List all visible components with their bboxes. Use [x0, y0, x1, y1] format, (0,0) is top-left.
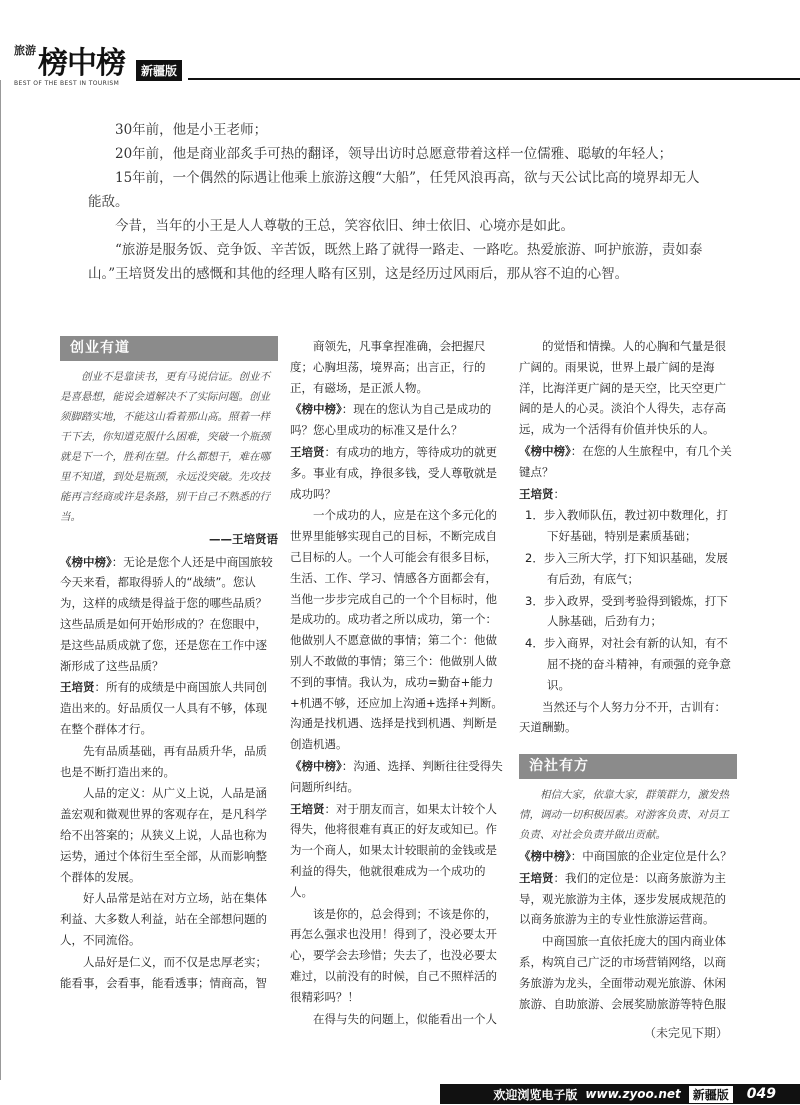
- paragraph-text: ：我们的定位是：以商务旅游为主导，观光旅游为主体，逐步发展成规范的以商务旅游为主的专业性旅游运营商。: [519, 870, 726, 927]
- section-heading: 治社有方: [519, 754, 737, 779]
- qa-paragraph: [519, 868, 737, 930]
- column-2: [290, 336, 508, 1030]
- paragraph-text: 人品好是仁义，而不仅是忠厚老实；能看事，会看事，能看透事；情商高，智: [60, 954, 267, 990]
- paragraph: [290, 505, 508, 755]
- speaker-label: 王培贤: [519, 870, 554, 885]
- qa-paragraph: [290, 756, 508, 798]
- column-1-body: [60, 552, 278, 994]
- paragraph-text: 好人品常是站在对方立场，站在集体利益、大多数人利益，站在全部想问题的人，不同流俗。: [60, 891, 267, 947]
- paragraph-text: ：现在的您认为自己是成功的吗？您心里成功的标准又是什么？: [290, 402, 492, 438]
- magazine-side-label: 旅游: [14, 44, 36, 57]
- paragraph: [290, 904, 508, 1008]
- paragraph: [60, 783, 278, 887]
- qa-paragraph: [60, 677, 278, 739]
- qa-paragraph: [290, 799, 508, 903]
- speaker-label: 王培贤: [60, 680, 95, 695]
- header-rule: [188, 78, 800, 80]
- milestone-list: [519, 505, 737, 695]
- column-1: [60, 336, 278, 994]
- footer-text: 欢迎浏览电子版: [493, 1087, 578, 1102]
- footer-edition-badge: 新疆版: [689, 1086, 733, 1103]
- column-3-body-top: [519, 336, 737, 504]
- list-item: 4．步入商界，对社会有新的认知，有不屈不挠的奋斗精神，有顽强的竞争意识。: [525, 636, 731, 692]
- paragraph: [519, 336, 737, 440]
- intro-paragraph: “旅游是服务饭、竞争饭、辛苦饭，既然上路了就得一路走、一路吃。热爱旅游、呵护旅游，责如泰山。”王培贤发出的感慨和其他的经理人略有区别，这是经历过风雨后，那从容不迫的心智。: [88, 242, 703, 282]
- paragraph-text: 人品的定义：从广义上说，人品是涵盖宏观和微观世界的客观存在，是凡科学给不出答案的；从狭义上说，人品也称为运势，通过个体衍生至全部，从而影响整个群体的发展。: [60, 786, 267, 884]
- qa-paragraph: [519, 484, 737, 505]
- article-intro: [88, 118, 708, 286]
- qa-paragraph: [290, 399, 508, 441]
- intro-paragraph: 今昔，当年的小王是人人尊敬的王总，笑容依旧、绅士依旧、心境亦是如此。: [115, 218, 574, 234]
- edition-badge: 新疆版: [136, 60, 182, 81]
- paragraph: [60, 741, 278, 783]
- magazine-subtitle: BEST OF THE BEST IN TOURISM: [14, 80, 120, 87]
- paragraph-text: 该是你的，总会得到；不该是你的，再怎么强求也没用！得到了，没必要太开心，要学会去珍惜；失去了，也没必要太难过，以前没有的时候，自己不照样活的很精彩吗？！: [290, 906, 497, 1004]
- section-motto: 创业不是靠读书，更有马说信证。创业不是喜悬想，能说会道解决不了实际问题。创业须脚踏实地，不能这山看着那山高。照着一样干下去，你知道克服什么困难，突破一个瓶颈就是下一个，胜利在望。什么都想干，难在哪里不知道，到处是瓶颈，永远没突破。先攻技能再言经商或许是条路，别干自己不熟悉的行当。: [60, 370, 270, 523]
- list-item: 3．步入政界，受到考验得到锻炼，打下人脉基础，后劲有力；: [525, 593, 728, 629]
- column-3-body-bottom: [519, 846, 737, 1014]
- paragraph: [60, 952, 278, 994]
- speaker-label: 《榜中榜》: [290, 758, 342, 773]
- paragraph-text: 一个成功的人，应是在这个多元化的世界里能够实现自己的目标，不断完成自己目标的人。一个人可能会有很多目标，生活、工作、学习、情感各方面都会有，当他一步步完成自己的一个个目标时，他是成功的。成功者之所以成功，第一个：他做别人不愿意做的事情；第二个：他做别人不敢做的事情；第三个：他做别人做不到的事情。我认为，成功=勤奋+能力+机遇不够，还应加上沟通+选择+判断。沟通是找机遇、选择是找到机遇、判断是创造机遇。: [290, 508, 503, 752]
- paragraph: [290, 336, 508, 398]
- paragraph: [60, 888, 278, 950]
- paragraph-text: 商领先，凡事拿捏准确，会把握尺度；心胸坦荡，境界高；出言正，行的正，有磁场，是正派人物。: [290, 339, 486, 395]
- speaker-label: 《榜中榜》: [290, 402, 342, 417]
- speaker-label: 《榜中榜》: [519, 443, 571, 458]
- paragraph-text: ：无论是您个人还是中商国旅较今天来看，都取得骄人的“战绩”。您认为，这样的成绩是得益于您的哪些品质？这些品质是如何开始形成的？在您眼中，是这些品质成就了您，还是您在工作中逐渐形成了这些品质？: [60, 554, 273, 673]
- speaker-label: 《榜中榜》: [60, 554, 112, 569]
- paragraph: 当然还与个人努力分不开，古训有：天道酬勤。: [519, 699, 726, 735]
- paragraph-text: ：中商国旅的企业定位是什么？: [570, 848, 732, 863]
- column-3: [519, 336, 737, 1015]
- paragraph-text: 的觉悟和情操。人的心胸和气量是很广阔的。雨果说，世界上最广阔的是海洋，比海洋更广阔的是天空，比天空更广阔的是人的心灵。淡泊个人得失，志存高远，成为一个活得有价值并快乐的人。: [519, 339, 726, 437]
- paragraph: [290, 1009, 508, 1030]
- intro-paragraph: 20年前，他是商业部炙手可热的翻译，领导出访时总愿意带着这样一位儒雅、聪敏的年轻人；: [115, 146, 673, 162]
- paragraph-text: ：: [553, 486, 565, 501]
- qa-paragraph: [290, 442, 508, 504]
- section-heading: 创业有道: [60, 336, 278, 361]
- paragraph-text: 在得与失的问题上，似能看出一个人: [313, 1011, 497, 1026]
- list-item: 1．步入教师队伍，教过初中数理化，打下好基础，特别是素质基础；: [525, 508, 728, 544]
- list-item: 2．步入三所大学，打下知识基础，发展有后劲，有底气；: [525, 550, 728, 586]
- section-motto: 相信大家，依靠大家，群策群力，激发热情，调动一切积极因素。对游客负责、对员工负责、对社会负责并做出贡献。: [519, 788, 729, 841]
- speaker-label: 王培贤: [290, 444, 325, 459]
- paragraph-text: ：沟通、选择、判断往往受得失问题所纠结。: [290, 758, 503, 794]
- paragraph: [519, 931, 737, 1014]
- speaker-label: 王培贤: [290, 801, 325, 816]
- qa-paragraph: [519, 441, 737, 483]
- page-footer: [440, 1084, 800, 1104]
- qa-paragraph: [519, 846, 737, 867]
- motto-signature: ——王培贤语: [209, 531, 278, 546]
- magazine-title: 榜中榜: [38, 46, 125, 81]
- paragraph-text: ：所有的成绩是中商国旅人共同创造出来的。好品质仅一人具有不够，体现在整个群体才行。: [60, 680, 267, 736]
- qa-paragraph: [60, 552, 278, 677]
- footer-url-link[interactable]: www.zyoo.net: [585, 1087, 681, 1101]
- paragraph-text: ：对于朋友而言，如果太计较个人得失，他将很难有真正的好友或知已。作为一个商人，如果太计较眼前的金钱或是利益的得失，他就很难成为一个成功的人。: [290, 801, 497, 899]
- page-edge-rule: [0, 80, 1, 1080]
- intro-paragraph: 30年前，他是小王老师；: [115, 122, 268, 138]
- continue-note: （未完见下期）: [643, 1026, 728, 1040]
- paragraph-text: 中商国旅一直依托庞大的国内商业体系，构筑自己广泛的市场营销网络，以商务旅游为龙头，全面带动观光旅游、休闲旅游、自助旅游、会展奖励旅游等特色服: [519, 934, 726, 1011]
- speaker-label: 《榜中榜》: [519, 848, 571, 863]
- paragraph-text: ：在您的人生旅程中，有几个关键点？: [519, 443, 732, 479]
- paragraph-text: ：有成功的地方，等待成功的就更多。事业有成，挣很多钱，受人尊敬就是成功吗？: [290, 444, 497, 501]
- column-2-body: [290, 336, 508, 1029]
- speaker-label: 王培贤: [519, 486, 554, 501]
- intro-paragraph: 15年前，一个偶然的际遇让他乘上旅游这艘“大船”，任凭风浪再高，欲与天公试比高的境界却无人能敌。: [88, 170, 700, 210]
- paragraph-text: 先有品质基础，再有品质升华，品质也是不断打造出来的。: [60, 743, 267, 779]
- page-number: 049: [746, 1086, 776, 1102]
